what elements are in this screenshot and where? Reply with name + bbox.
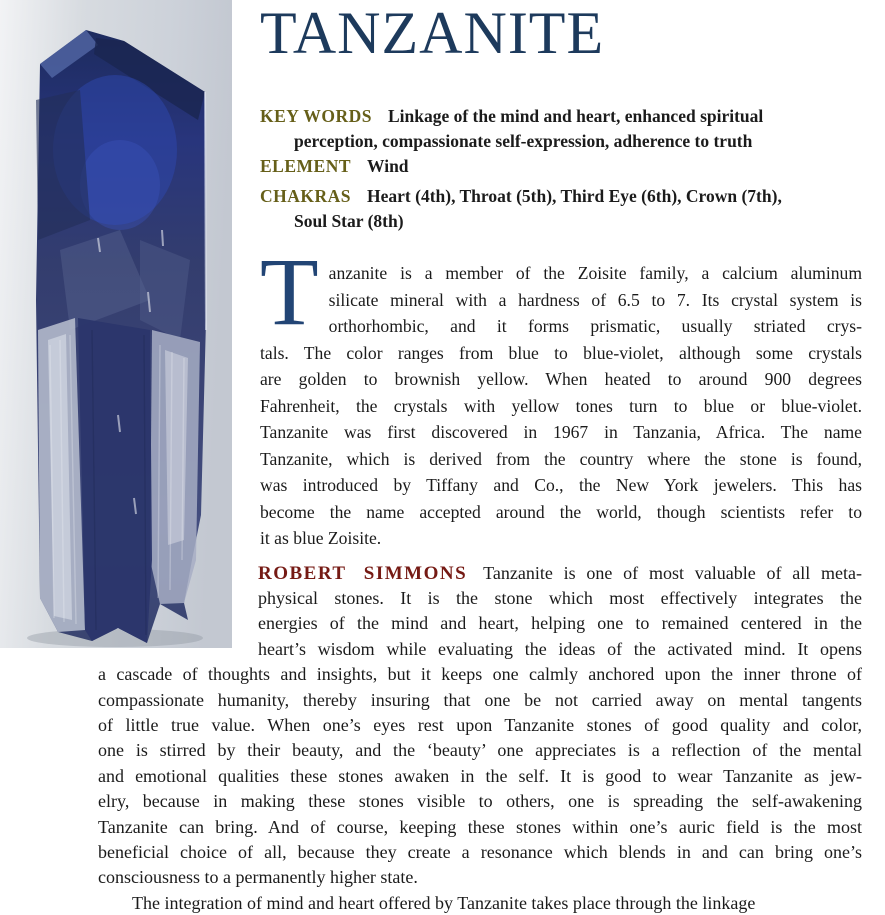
chakras-entry [260,184,862,234]
text-line: physical stones. It is the stone which most effectively integrates the [258,587,862,608]
text-line: anzanite is a member of the Zoisite family, a calcium aluminum [328,263,862,283]
text-line: tals. The color ranges from blue to blue-violet, although some crystals [260,342,862,363]
keywords-runover [260,129,862,154]
text-line: one is stirred by their beauty, and the ‘beauty’ one appreciates is a reflection of the mental [98,740,862,761]
closing-lines [98,891,862,915]
simmons-label: ROBERT SIMMONS [258,562,468,584]
intro-paragraph [260,238,862,552]
keywords-entry [260,104,862,154]
keywords-text: Linkage of the mind and heart, enhanced spiritual [387,106,764,126]
page-title: TANZANITE [260,0,605,66]
tanzanite-crystal-illustration [0,0,232,648]
chakras-runover [260,209,862,234]
dropcap-letter: T [260,238,319,345]
text-line: of little true value. When one’s eyes rest upon Tanzanite stones of good quality and color, [98,714,862,735]
text-line: Soul Star (8th) [294,211,404,231]
text-line: Tanzanite can bring. And of course, keeping these stones within one’s auric field is the most [98,816,862,837]
text-line: energies of the mind and heart, helping one to remained centered in the [258,613,862,634]
text-line: Tanzanite was first discovered in 1967 in Tanzania, Africa. The name [260,422,862,442]
element-label: ELEMENT [260,156,352,176]
crystal-photo [0,0,232,648]
text-line: orthorhombic, and it forms prismatic, usually striated crys- [328,316,862,336]
text-line: silicate mineral with a hardness of 6.5 to 7. Its crystal system is [328,289,862,310]
keywords-label: KEY WORDS [260,106,372,126]
closing-paragraph [98,891,862,915]
text-line: The integration of mind and heart offered by Tanzanite takes place through the linkage [132,892,756,913]
chakras-label: CHAKRAS [260,186,352,206]
text-line: it as blue Zoisite. [260,528,382,548]
text-line: was introduced by Tiffany and Co., the New York jewelers. This has [260,475,862,495]
element-entry [260,154,862,179]
text-line: are golden to brownish yellow. When heated to around 900 degrees [260,369,862,389]
chakras-first-line [260,184,862,209]
text-line: Tanzanite, which is derived from the country where the stone is found, [260,448,862,469]
attributes-section [260,104,862,234]
text-line: and emotional qualities these stones awaken in the self. It is good to wear Tanzanite as jew- [98,765,862,786]
text-line: consciousness to a permanently higher state. [98,867,418,888]
text-line: a cascade of thoughts and insights, but it keeps one calmly anchored upon the inner throne of [98,664,862,685]
text-line: elry, because in making these stones visible to others, one is spreading the self-awakening [98,791,862,812]
text-line: heart’s wisdom while evaluating the ideas of the activated mind. It opens [258,638,862,659]
intro-lines [260,260,862,552]
text-line: become the name accepted around the world, though scientists refer to [260,501,862,522]
text-line: perception, compassionate self-expression, adherence to truth [294,131,753,151]
chakras-text: Heart (4th), Throat (5th), Third Eye (6th), Crown (7th), [367,186,782,206]
element-text: Wind [367,156,409,176]
element-line [260,154,862,179]
keywords-first-line [260,104,862,129]
simmons-first-text: Tanzanite is one of most valuable of all meta- [483,562,863,583]
text-line: beneficial choice of all, because they create a resonance which blends in and can bring one’s [98,841,862,862]
text-line: Fahrenheit, the crystals with yellow tones turn to blue or blue-violet. [260,395,862,416]
text-line: compassionate humanity, thereby insuring that one be not carried away on mental tangents [98,689,862,710]
